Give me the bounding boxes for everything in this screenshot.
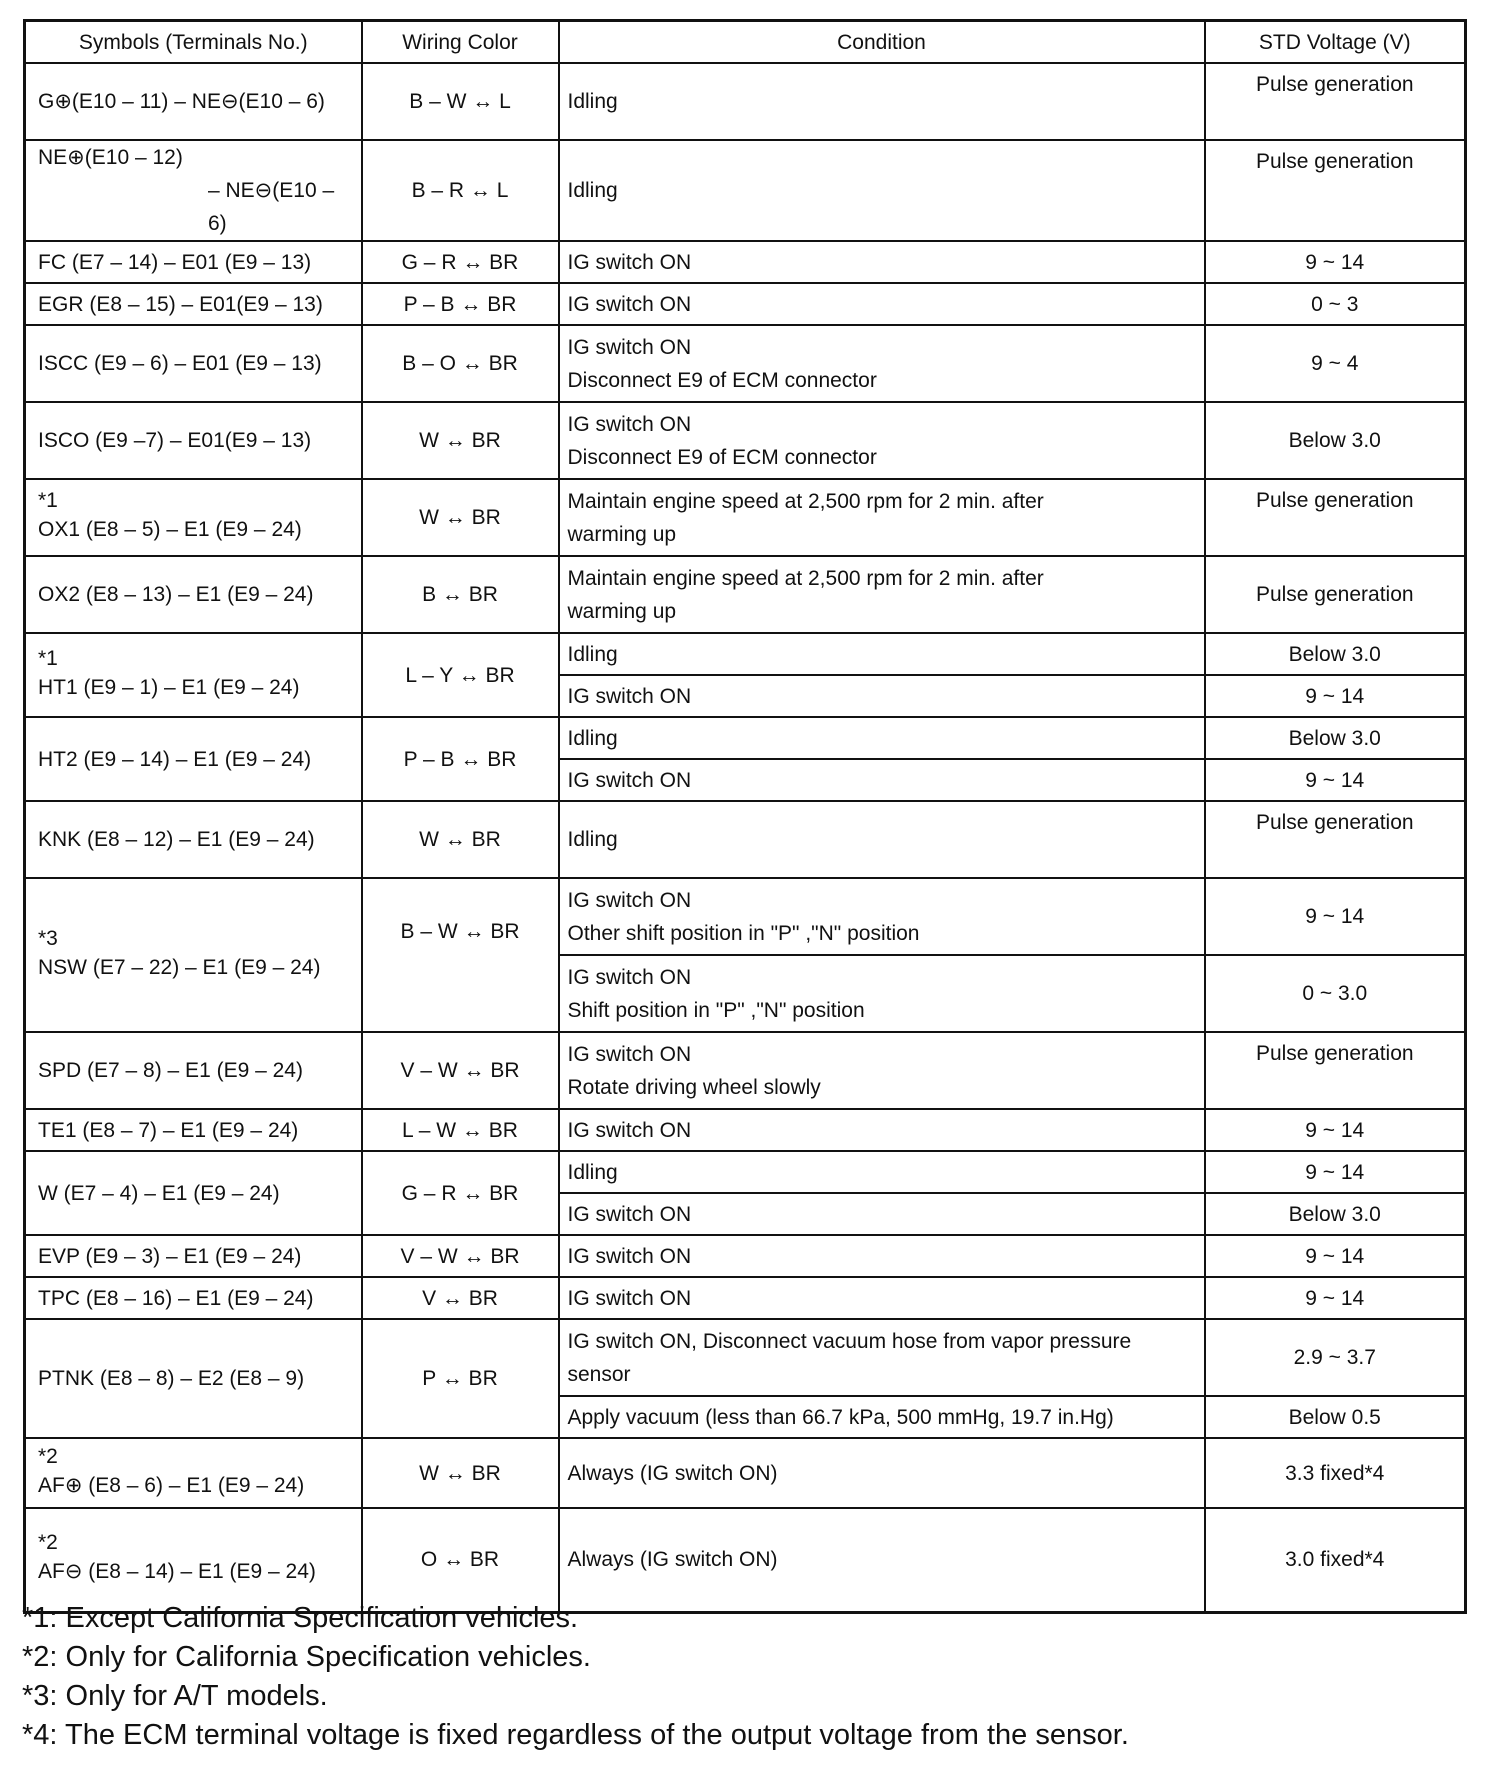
std-voltage-cell: 9 ~ 14 — [1205, 1109, 1466, 1151]
condition-cell: IG switch ON — [559, 675, 1205, 717]
wiring-color-cell: B ↔ BR — [362, 556, 559, 633]
std-voltage-cell: Pulse generation — [1205, 556, 1466, 633]
condition-line: IG switch ON — [567, 1042, 692, 1066]
table-row — [25, 1508, 1466, 1612]
symbol-cell — [25, 633, 362, 717]
condition-cell: IG switch ON — [559, 1235, 1205, 1277]
symbol-cell: ISCO (E9 –7) – E01(E9 – 13) — [25, 402, 362, 479]
condition-cell — [559, 1032, 1205, 1109]
std-voltage-cell: 9 ~ 14 — [1205, 1235, 1466, 1277]
table-row — [25, 1151, 1466, 1193]
condition-line: Shift position in "P" ,"N" position — [567, 998, 865, 1022]
footnote: *3: Only for A/T models. — [22, 1680, 328, 1712]
symbol-cell: SPD (E7 – 8) – E1 (E9 – 24) — [25, 1032, 362, 1109]
table-row — [25, 1235, 1466, 1277]
symbol-line: AF⊕ (E8 – 6) – E1 (E9 – 24) — [38, 1473, 305, 1497]
symbol-cell: W (E7 – 4) – E1 (E9 – 24) — [25, 1151, 362, 1235]
std-voltage-cell: 9 ~ 14 — [1205, 759, 1466, 801]
symbol-cell — [25, 1508, 362, 1612]
condition-cell: IG switch ON — [559, 283, 1205, 325]
wiring-color-cell: V ↔ BR — [362, 1277, 559, 1319]
table-row — [25, 1319, 1466, 1396]
std-voltage-cell: 3.3 fixed*4 — [1205, 1438, 1466, 1508]
wiring-color-cell: B – W ↔ L — [362, 63, 559, 140]
condition-cell: Always (IG switch ON) — [559, 1508, 1205, 1612]
footnote-marker: *1 — [38, 646, 58, 670]
footnote-marker: *2 — [38, 1531, 58, 1555]
condition-cell: Idling — [559, 1151, 1205, 1193]
table-row — [25, 283, 1466, 325]
std-voltage-cell: 3.0 fixed*4 — [1205, 1508, 1466, 1612]
condition-line: Other shift position in "P" ,"N" position — [567, 921, 920, 945]
symbol-cell — [25, 1438, 362, 1508]
std-voltage-cell: 9 ~ 14 — [1205, 1151, 1466, 1193]
condition-cell: Idling — [559, 633, 1205, 675]
std-voltage-cell: Pulse generation — [1205, 479, 1466, 556]
std-voltage-cell: Pulse generation — [1205, 1032, 1466, 1109]
std-voltage-cell: Pulse generation — [1205, 140, 1466, 241]
condition-cell: Idling — [559, 801, 1205, 878]
symbol-cell: TE1 (E8 – 7) – E1 (E9 – 24) — [25, 1109, 362, 1151]
std-voltage-cell: Below 3.0 — [1205, 717, 1466, 759]
header-std-voltage: STD Voltage (V) — [1205, 21, 1466, 64]
symbol-cell: ISCC (E9 – 6) – E01 (E9 – 13) — [25, 325, 362, 402]
wiring-color-cell: P – B ↔ BR — [362, 283, 559, 325]
condition-line: sensor — [567, 1362, 631, 1386]
wiring-color-cell: W ↔ BR — [362, 479, 559, 556]
table-row — [25, 878, 1466, 955]
wiring-color-cell: W ↔ BR — [362, 801, 559, 878]
table-row — [25, 1032, 1466, 1109]
symbol-line: NE⊕(E10 – 12) — [38, 146, 183, 169]
condition-line: Rotate driving wheel slowly — [567, 1075, 821, 1099]
wiring-color-cell: V – W ↔ BR — [362, 1032, 559, 1109]
condition-line: Disconnect E9 of ECM connector — [567, 368, 877, 392]
condition-line: warming up — [567, 522, 677, 546]
condition-cell: Always (IG switch ON) — [559, 1438, 1205, 1508]
table-row — [25, 717, 1466, 759]
std-voltage-cell: 9 ~ 14 — [1205, 1277, 1466, 1319]
condition-cell: IG switch ON — [559, 1109, 1205, 1151]
condition-cell: Idling — [559, 63, 1205, 140]
condition-line: warming up — [567, 599, 677, 623]
table-row — [25, 325, 1466, 402]
symbol-cell: G⊕(E10 – 11) – NE⊖(E10 – 6) — [25, 63, 362, 140]
symbol-line: OX1 (E8 – 5) – E1 (E9 – 24) — [38, 518, 302, 541]
symbol-cell: HT2 (E9 – 14) – E1 (E9 – 24) — [25, 717, 362, 801]
table-row — [25, 140, 1466, 241]
condition-line: IG switch ON — [567, 412, 692, 436]
table-row — [25, 633, 1466, 675]
header-row — [25, 21, 1466, 64]
std-voltage-cell: Below 3.0 — [1205, 633, 1466, 675]
symbol-cell: OX2 (E8 – 13) – E1 (E9 – 24) — [25, 556, 362, 633]
symbol-cell: KNK (E8 – 12) – E1 (E9 – 24) — [25, 801, 362, 878]
footnote-marker: *2 — [38, 1444, 58, 1468]
condition-line: Disconnect E9 of ECM connector — [567, 445, 877, 469]
symbol-cell — [25, 140, 362, 241]
header-wiring-color: Wiring Color — [362, 21, 559, 64]
footnote: *2: Only for California Specification vehicles. — [22, 1641, 591, 1673]
condition-cell: Idling — [559, 717, 1205, 759]
symbol-line: AF⊖ (E8 – 14) – E1 (E9 – 24) — [38, 1560, 316, 1584]
std-voltage-cell: Pulse generation — [1205, 63, 1466, 140]
wiring-color-cell: B – W ↔ BR — [362, 878, 559, 1032]
wiring-color-cell: W ↔ BR — [362, 402, 559, 479]
condition-cell — [559, 325, 1205, 402]
table-row — [25, 241, 1466, 283]
condition-line: Maintain engine speed at 2,500 rpm for 2 min. after — [567, 566, 1044, 590]
ecm-terminal-voltage-table — [23, 19, 1467, 1614]
table-row — [25, 63, 1466, 140]
wiring-color-cell: V – W ↔ BR — [362, 1235, 559, 1277]
condition-cell — [559, 479, 1205, 556]
condition-cell: IG switch ON — [559, 759, 1205, 801]
table-row — [25, 801, 1466, 878]
condition-cell — [559, 1319, 1205, 1396]
header-symbols: Symbols (Terminals No.) — [25, 21, 362, 64]
std-voltage-cell: Below 3.0 — [1205, 402, 1466, 479]
condition-line: Maintain engine speed at 2,500 rpm for 2 min. after — [567, 489, 1044, 513]
std-voltage-cell: 9 ~ 4 — [1205, 325, 1466, 402]
std-voltage-cell: 9 ~ 14 — [1205, 241, 1466, 283]
wiring-color-cell: O ↔ BR — [362, 1508, 559, 1612]
std-voltage-cell: 0 ~ 3 — [1205, 283, 1466, 325]
condition-cell — [559, 878, 1205, 955]
wiring-color-cell: B – O ↔ BR — [362, 325, 559, 402]
symbol-line: – NE⊖(E10 – 6) — [208, 179, 335, 235]
condition-cell: IG switch ON — [559, 241, 1205, 283]
wiring-color-cell: B – R ↔ L — [362, 140, 559, 241]
footnotes — [22, 1599, 1472, 1755]
condition-line: IG switch ON — [567, 888, 692, 912]
symbol-cell: TPC (E8 – 16) – E1 (E9 – 24) — [25, 1277, 362, 1319]
symbol-line: HT1 (E9 – 1) – E1 (E9 – 24) — [38, 675, 300, 699]
symbol-cell: EVP (E9 – 3) – E1 (E9 – 24) — [25, 1235, 362, 1277]
condition-cell — [559, 402, 1205, 479]
table-row — [25, 556, 1466, 633]
symbol-cell — [25, 878, 362, 1032]
wiring-color-cell: G – R ↔ BR — [362, 1151, 559, 1235]
footnote-marker: *1 — [38, 489, 58, 512]
table-row — [25, 1277, 1466, 1319]
footnote-marker: *3 — [38, 926, 58, 950]
wiring-color-cell: L – W ↔ BR — [362, 1109, 559, 1151]
std-voltage-cell: Pulse generation — [1205, 801, 1466, 878]
std-voltage-cell: 9 ~ 14 — [1205, 675, 1466, 717]
table-row — [25, 479, 1466, 556]
table-row — [25, 402, 1466, 479]
condition-cell: Idling — [559, 140, 1205, 241]
footnote: *1: Except California Specification vehicles. — [22, 1602, 579, 1634]
symbol-cell: EGR (E8 – 15) – E01(E9 – 13) — [25, 283, 362, 325]
symbol-cell — [25, 479, 362, 556]
table-row — [25, 1109, 1466, 1151]
wiring-color-cell: W ↔ BR — [362, 1438, 559, 1508]
std-voltage-cell: Below 3.0 — [1205, 1193, 1466, 1235]
condition-line: IG switch ON, Disconnect vacuum hose from vapor pressure — [567, 1329, 1132, 1353]
footnote: *4: The ECM terminal voltage is fixed regardless of the output voltage from the sensor. — [22, 1719, 1129, 1751]
std-voltage-cell: 2.9 ~ 3.7 — [1205, 1319, 1466, 1396]
std-voltage-cell: 9 ~ 14 — [1205, 878, 1466, 955]
condition-line: IG switch ON — [567, 335, 692, 359]
wiring-color-cell: G – R ↔ BR — [362, 241, 559, 283]
table-row — [25, 1438, 1466, 1508]
condition-cell: IG switch ON — [559, 1193, 1205, 1235]
condition-cell: IG switch ON — [559, 1277, 1205, 1319]
condition-cell — [559, 556, 1205, 633]
std-voltage-cell: 0 ~ 3.0 — [1205, 955, 1466, 1032]
condition-cell — [559, 955, 1205, 1032]
condition-line: IG switch ON — [567, 965, 692, 989]
condition-cell: Apply vacuum (less than 66.7 kPa, 500 mmHg, 19.7 in.Hg) — [559, 1396, 1205, 1438]
wiring-color-cell: P – B ↔ BR — [362, 717, 559, 801]
wiring-color-cell: L – Y ↔ BR — [362, 633, 559, 717]
header-condition: Condition — [559, 21, 1205, 64]
symbol-line: NSW (E7 – 22) – E1 (E9 – 24) — [38, 955, 321, 979]
wiring-color-cell: P ↔ BR — [362, 1319, 559, 1438]
symbol-cell: FC (E7 – 14) – E01 (E9 – 13) — [25, 241, 362, 283]
symbol-cell: PTNK (E8 – 8) – E2 (E8 – 9) — [25, 1319, 362, 1438]
std-voltage-cell: Below 0.5 — [1205, 1396, 1466, 1438]
